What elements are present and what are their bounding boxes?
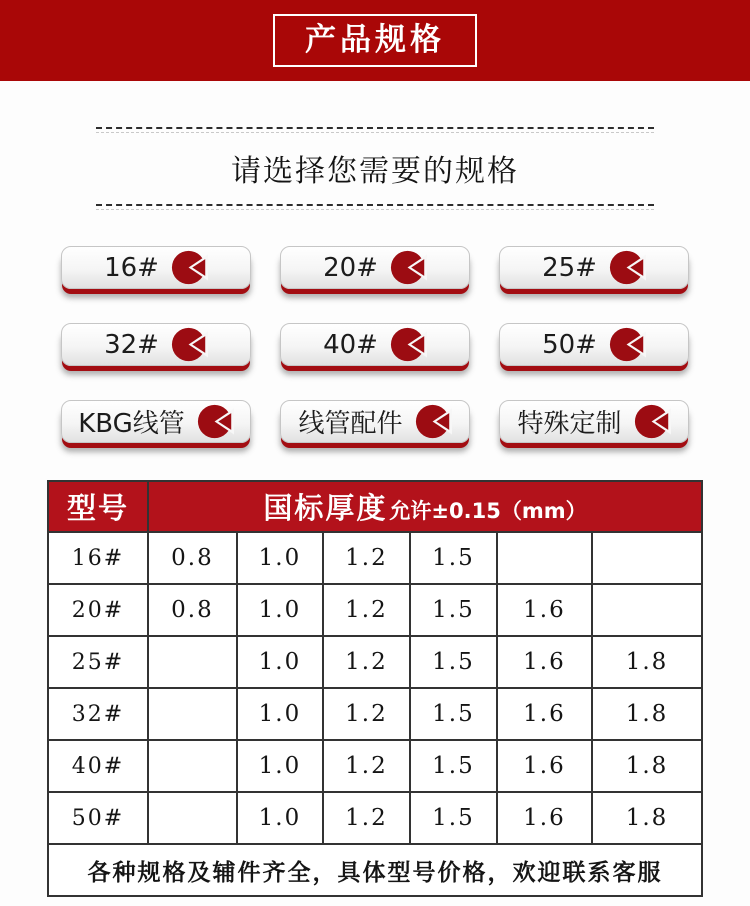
thickness-cell xyxy=(148,688,237,740)
thickness-cell: 1.8 xyxy=(592,636,702,688)
thickness-cell: 1.6 xyxy=(497,636,592,688)
model-cell: 32# xyxy=(48,688,148,740)
spec-button-conduit-fittings[interactable] xyxy=(280,400,470,443)
spec-button-50[interactable] xyxy=(499,323,689,366)
thickness-cell: 1.2 xyxy=(323,740,410,792)
thickness-cell: 1.8 xyxy=(592,688,702,740)
thickness-cell: 1.5 xyxy=(410,688,497,740)
spec-button-label: 40# xyxy=(323,329,378,360)
thickness-cell: 1.2 xyxy=(323,532,410,584)
thickness-cell: 1.5 xyxy=(410,792,497,844)
spec-table xyxy=(47,480,703,897)
thickness-cell: 1.5 xyxy=(410,740,497,792)
spec-button-label: 20# xyxy=(323,252,378,283)
table-row xyxy=(48,532,702,584)
thickness-cell: 1.8 xyxy=(592,792,702,844)
thickness-cell: 1.2 xyxy=(323,584,410,636)
spec-button-label: 线管配件 xyxy=(298,409,403,439)
section-title: 请选择您需要的规格 xyxy=(231,154,519,189)
spec-button-label: 特殊定制 xyxy=(517,409,622,439)
thickness-cell: 1.5 xyxy=(410,532,497,584)
thickness-cell: 1.0 xyxy=(237,740,323,792)
model-cell: 20# xyxy=(48,584,148,636)
contact-note: 各种规格及辅件齐全，具体型号价格，欢迎联系客服 xyxy=(48,844,702,896)
thickness-cell xyxy=(148,792,237,844)
spec-button-32[interactable] xyxy=(61,323,251,366)
table-row xyxy=(48,688,702,740)
button-row-3 xyxy=(61,400,689,443)
spec-button-custom[interactable] xyxy=(499,400,689,443)
dashed-divider-bottom xyxy=(96,204,654,210)
banner xyxy=(0,0,750,81)
thickness-title: 国标厚度 xyxy=(263,491,388,525)
model-cell: 25# xyxy=(48,636,148,688)
table-row xyxy=(48,792,702,844)
pie-click-icon xyxy=(609,326,646,363)
spec-button-20[interactable] xyxy=(280,246,470,289)
pie-click-icon xyxy=(390,326,427,363)
spec-button-label: 16# xyxy=(104,252,159,283)
table-row xyxy=(48,740,702,792)
column-header-thickness xyxy=(148,481,702,532)
table-row xyxy=(48,636,702,688)
spec-button-label: KBG线管 xyxy=(78,409,185,439)
pie-click-icon xyxy=(197,403,234,440)
thickness-cell: 0.8 xyxy=(148,532,237,584)
thickness-cell xyxy=(592,584,702,636)
thickness-cell: 1.6 xyxy=(497,740,592,792)
spec-button-40[interactable] xyxy=(280,323,470,366)
spec-button-kbg-conduit[interactable] xyxy=(61,400,251,443)
spec-button-grid xyxy=(61,246,689,443)
thickness-cell xyxy=(148,636,237,688)
spec-button-label: 25# xyxy=(542,252,597,283)
spec-button-16[interactable] xyxy=(61,246,251,289)
pie-click-icon xyxy=(390,249,427,286)
thickness-cell: 1.2 xyxy=(323,636,410,688)
thickness-cell xyxy=(592,532,702,584)
pie-click-icon xyxy=(609,249,646,286)
spec-button-label: 50# xyxy=(542,329,597,360)
pie-click-icon xyxy=(171,249,208,286)
thickness-cell: 1.0 xyxy=(237,688,323,740)
thickness-cell: 1.0 xyxy=(237,636,323,688)
thickness-cell: 1.8 xyxy=(592,740,702,792)
pie-click-icon xyxy=(171,326,208,363)
button-row-1 xyxy=(61,246,689,289)
thickness-tolerance-note: 允许±0.15（mm） xyxy=(389,499,587,523)
thickness-cell: 0.8 xyxy=(148,584,237,636)
model-cell: 50# xyxy=(48,792,148,844)
thickness-cell: 1.0 xyxy=(237,532,323,584)
select-section xyxy=(0,127,750,210)
table-header-row xyxy=(48,481,702,532)
thickness-cell: 1.6 xyxy=(497,584,592,636)
page-title: 产品规格 xyxy=(273,14,477,67)
thickness-cell: 1.2 xyxy=(323,688,410,740)
thickness-cell: 1.0 xyxy=(237,792,323,844)
thickness-cell xyxy=(497,532,592,584)
thickness-cell: 1.6 xyxy=(497,792,592,844)
button-row-2 xyxy=(61,323,689,366)
column-header-model: 型号 xyxy=(48,481,148,532)
pie-click-icon xyxy=(634,403,671,440)
thickness-cell: 1.6 xyxy=(497,688,592,740)
model-cell: 40# xyxy=(48,740,148,792)
thickness-cell: 1.0 xyxy=(237,584,323,636)
pie-click-icon xyxy=(415,403,452,440)
spec-button-25[interactable] xyxy=(499,246,689,289)
thickness-cell xyxy=(148,740,237,792)
thickness-cell: 1.5 xyxy=(410,636,497,688)
thickness-cell: 1.5 xyxy=(410,584,497,636)
model-cell: 16# xyxy=(48,532,148,584)
dashed-divider-top xyxy=(96,127,654,133)
table-row xyxy=(48,584,702,636)
table-footer-row xyxy=(48,844,702,896)
thickness-cell: 1.2 xyxy=(323,792,410,844)
spec-button-label: 32# xyxy=(104,329,159,360)
